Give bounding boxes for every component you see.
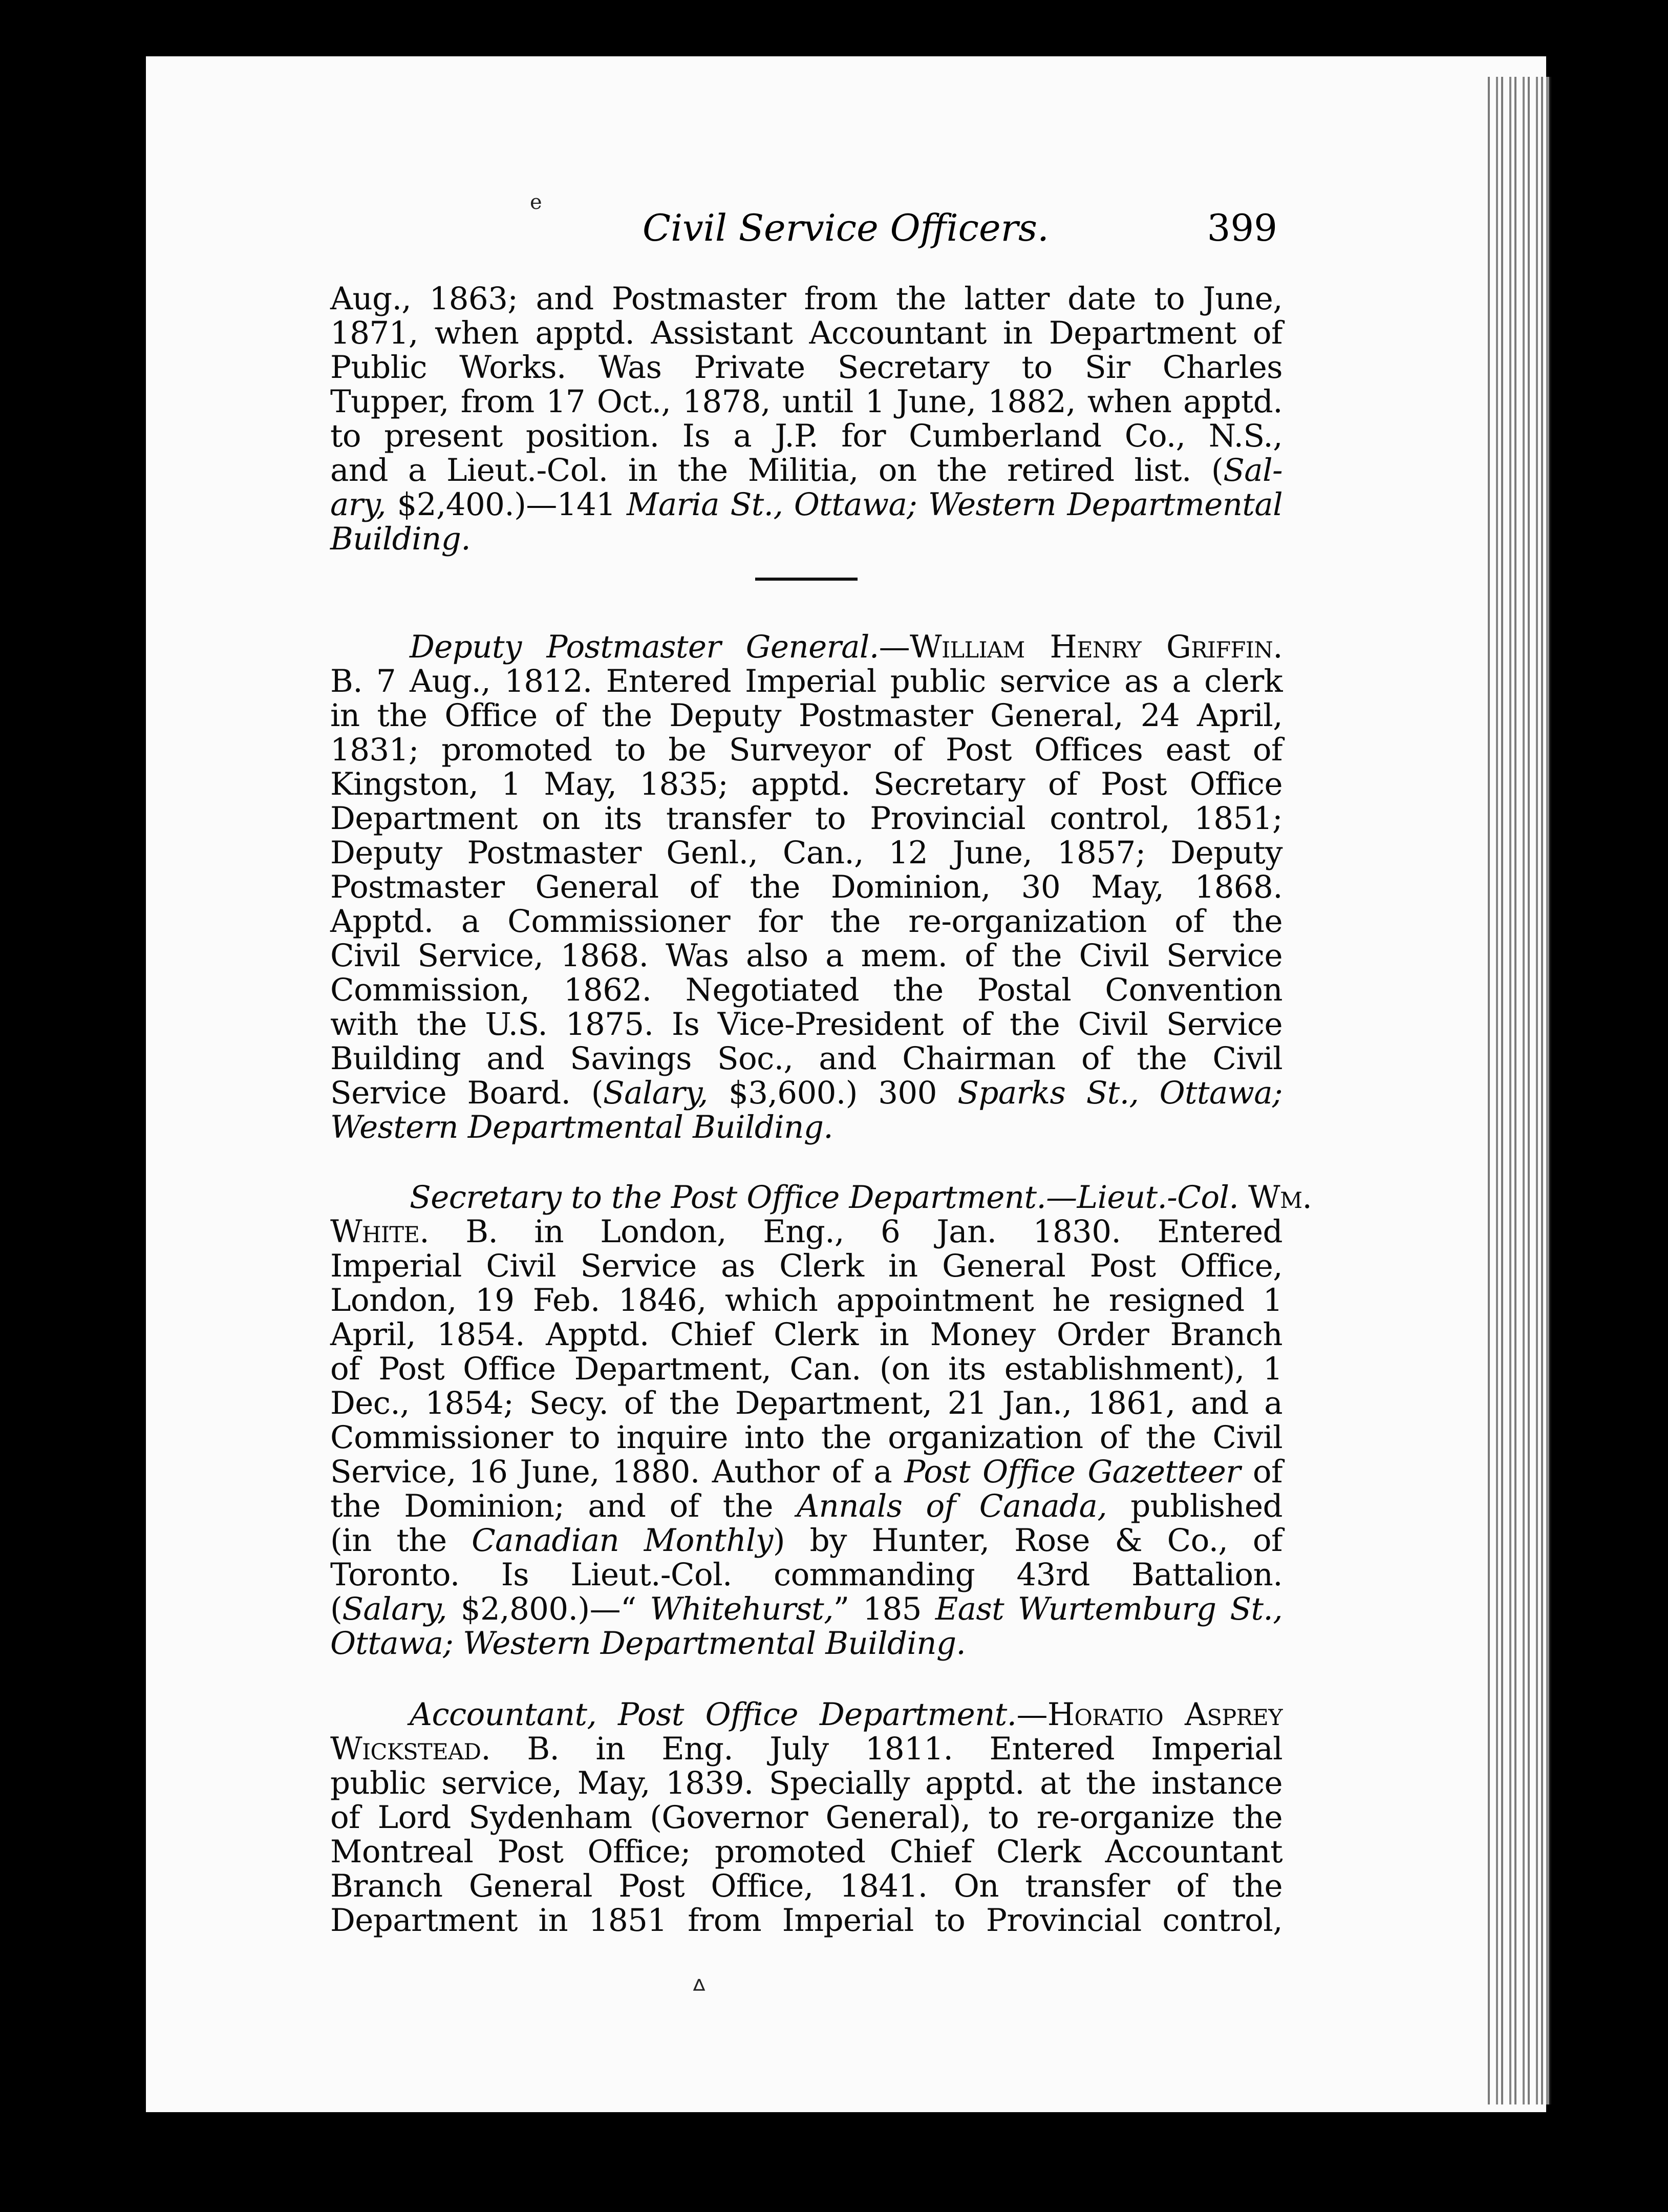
text-line: Deputy Postmaster Genl., Can., 12 June, 1857; Deputy [330,835,1282,871]
text-line: ary, $2,400.)—141 Maria St., Ottawa; Western Departmental [330,486,1282,523]
text-line: public service, May, 1839. Specially apptd. at the instance [330,1765,1282,1801]
text-line: London, 19 Feb. 1846, which appointment he resigned 1 [330,1282,1282,1318]
top-mark: e [530,190,542,214]
page-edge-shadow [1485,77,1551,2104]
section-rule [755,578,858,581]
text-line: Secretary to the Post Office Department.—Lieut.-Col. Wm. [410,1179,1312,1216]
text-line: Service, 16 June, 1880. Author of a Post Office Gazetteer of [330,1454,1282,1490]
text-line: to present position. Is a J.P. for Cumberland Co., N.S., [330,418,1282,454]
text-line: Western Departmental Building. [330,1109,833,1145]
text-line: Building. [330,521,471,557]
text-line: Building and Savings Soc., and Chairman of the Civil [330,1040,1282,1077]
text-line: (in the Canadian Monthly) by Hunter, Rose & Co., of [330,1522,1282,1559]
text-line: Apptd. a Commissioner for the re-organization of the [330,903,1282,940]
text-line: B. 7 Aug., 1812. Entered Imperial public service as a clerk [330,663,1282,699]
text-line: Deputy Postmaster General.—William Henry Griffin. [410,629,1282,665]
text-line: Aug., 1863; and Postmaster from the latter date to June, [330,281,1282,317]
text-line: White. B. in London, Eng., 6 Jan. 1830. Entered [330,1214,1282,1250]
text-line: in the Office of the Deputy Postmaster General, 24 April, [330,697,1282,734]
text-line: Department in 1851 from Imperial to Provincial control, [330,1902,1282,1939]
entry-continuation [330,282,1282,556]
text-line: Kingston, 1 May, 1835; apptd. Secretary of Post Office [330,766,1282,802]
text-line: Accountant, Post Office Department.—Horatio Asprey [410,1696,1282,1733]
text-line: Public Works. Was Private Secretary to Sir Charles [330,349,1282,386]
text-line: 1871, when apptd. Assistant Accountant in Department of [330,315,1282,351]
text-line: Postmaster General of the Dominion, 30 May, 1868. [330,869,1282,905]
text-line: Wickstead. B. in Eng. July 1811. Entered Imperial [330,1731,1282,1767]
entry-deputy-postmaster-general [330,630,1282,1144]
text-line: the Dominion; and of the Annals of Canada, published [330,1488,1282,1524]
text-line: and a Lieut.-Col. in the Militia, on the retired list. (Sal- [330,452,1282,488]
running-title: Civil Service Officers. [643,206,1049,249]
entry-secretary-post-office [330,1179,1312,1662]
page-number: 399 [1207,206,1277,249]
text-line: of Post Office Department, Can. (on its establishment), 1 [330,1351,1282,1387]
text-line: Imperial Civil Service as Clerk in General Post Office, [330,1248,1282,1284]
text-line: of Lord Sydenham (Governor General), to re-organize the [330,1799,1282,1836]
text-line: Branch General Post Office, 1841. On transfer of the [330,1868,1282,1904]
text-line: with the U.S. 1875. Is Vice-President of the Civil Service [330,1006,1282,1043]
text-line: (Salary, $2,800.)—“ Whitehurst,” 185 East Wurtemburg St., [330,1591,1282,1627]
text-line: April, 1854. Apptd. Chief Clerk in Money Order Branch [330,1316,1282,1353]
text-line: Commission, 1862. Negotiated the Postal Convention [330,972,1282,1008]
text-line: Service Board. (Salary, $3,600.) 300 Sparks St., Ottawa; [330,1075,1282,1111]
text-line: Toronto. Is Lieut.-Col. commanding 43rd Battalion. [330,1557,1282,1593]
text-line: Department on its transfer to Provincial control, 1851; [330,800,1282,837]
text-line: 1831; promoted to be Surveyor of Post Offices east of [330,732,1282,768]
text-line: Ottawa; Western Departmental Building. [330,1625,966,1662]
text-line: Commissioner to inquire into the organization of the Civil [330,1419,1282,1456]
text-line: Dec., 1854; Secy. of the Department, 21 Jan., 1861, and a [330,1385,1282,1421]
entry-accountant-post-office [330,1697,1282,1938]
bottom-mark: ᐞ [691,1974,707,2007]
text-line: Montreal Post Office; promoted Chief Clerk Accountant [330,1834,1282,1870]
text-line: Tupper, from 17 Oct., 1878, until 1 June, 1882, when apptd. [330,384,1282,420]
text-line: Civil Service, 1868. Was also a mem. of the Civil Service [330,938,1282,974]
